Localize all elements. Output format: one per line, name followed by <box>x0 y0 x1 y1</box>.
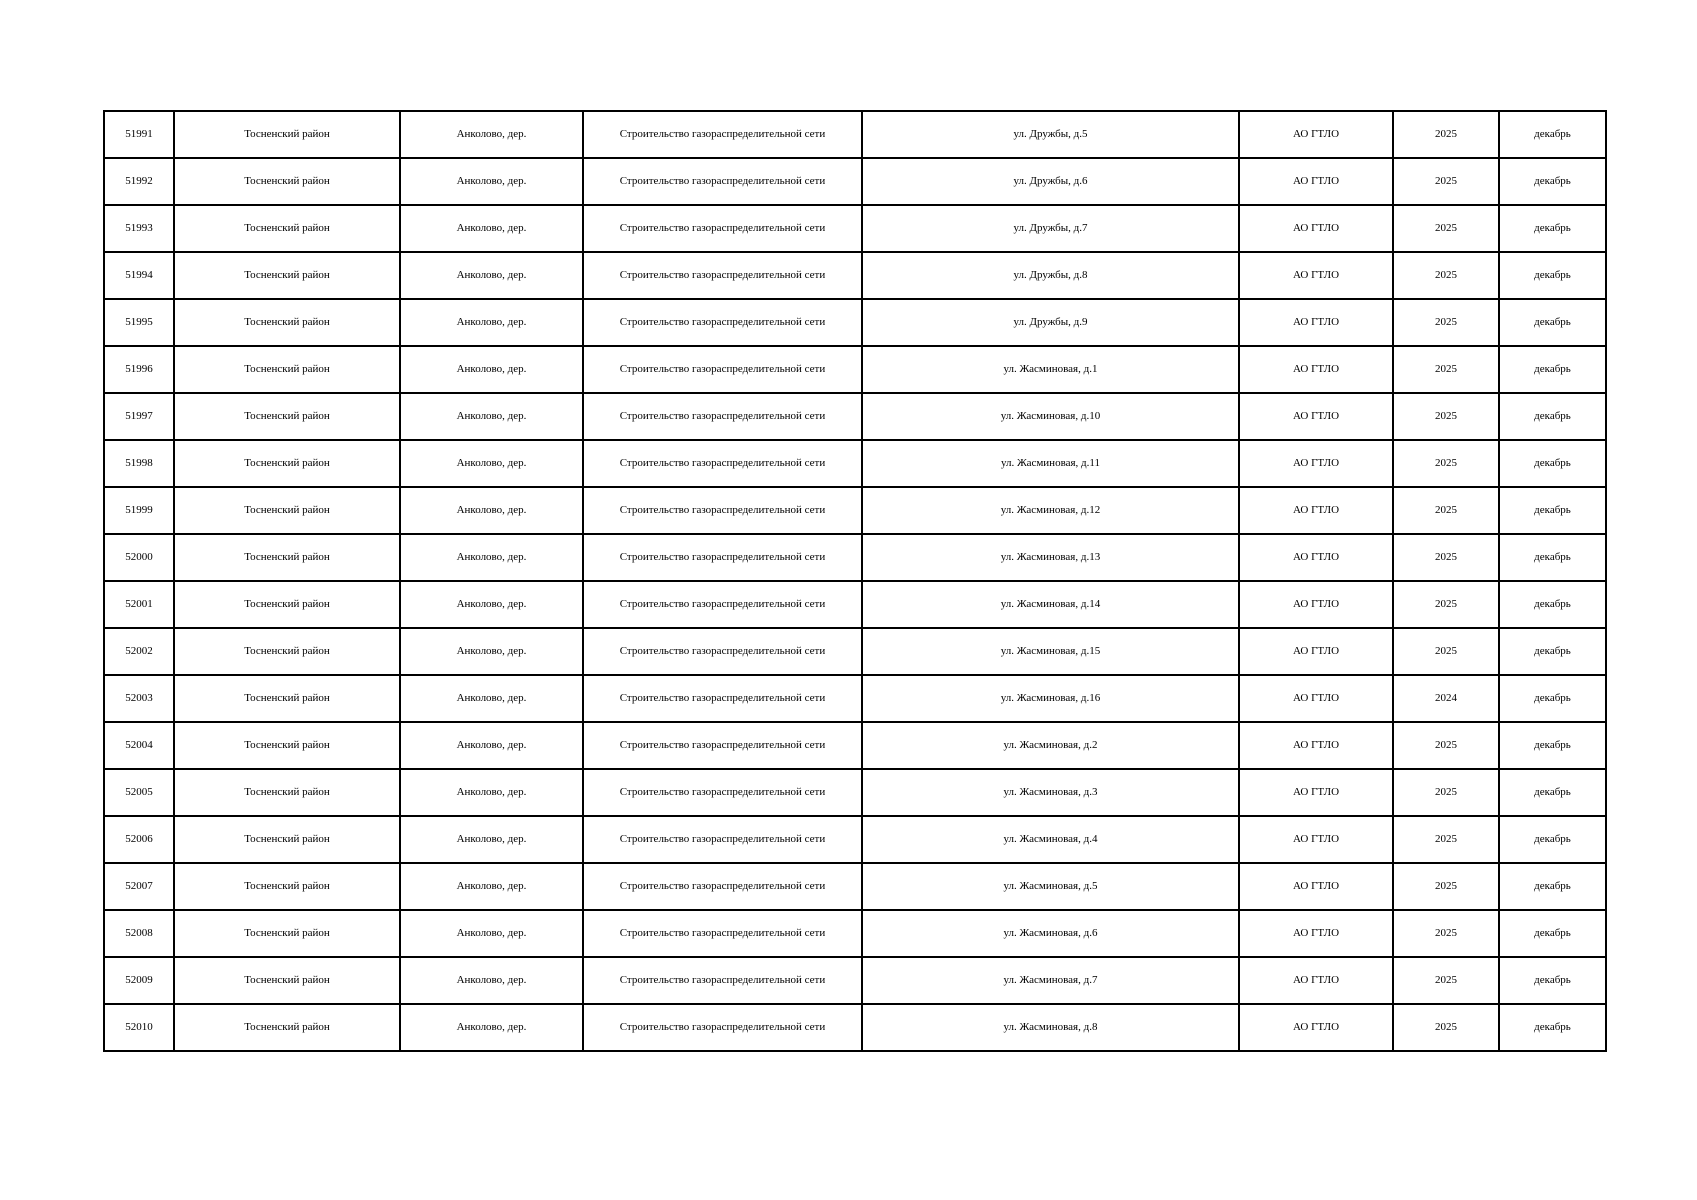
district-cell: Тосненский район <box>174 393 400 440</box>
year-cell: 2025 <box>1393 393 1499 440</box>
address-cell: ул. Дружбы, д.6 <box>862 158 1239 205</box>
month-cell: декабрь <box>1499 628 1606 675</box>
address-cell: ул. Жасминовая, д.8 <box>862 1004 1239 1051</box>
address-cell: ул. Жасминовая, д.10 <box>862 393 1239 440</box>
year-cell: 2025 <box>1393 581 1499 628</box>
organization-cell: АО ГТЛО <box>1239 675 1393 722</box>
settlement-cell: Анколово, дер. <box>400 158 583 205</box>
table-row <box>104 346 1606 393</box>
settlement-cell: Анколово, дер. <box>400 252 583 299</box>
organization-cell: АО ГТЛО <box>1239 205 1393 252</box>
year-cell: 2025 <box>1393 111 1499 158</box>
district-cell: Тосненский район <box>174 1004 400 1051</box>
month-cell: декабрь <box>1499 816 1606 863</box>
address-cell: ул. Жасминовая, д.16 <box>862 675 1239 722</box>
table-row <box>104 440 1606 487</box>
work-type-cell: Строительство газораспределительной сети <box>583 346 862 393</box>
month-cell: декабрь <box>1499 252 1606 299</box>
district-cell: Тосненский район <box>174 534 400 581</box>
district-cell: Тосненский район <box>174 205 400 252</box>
work-type-cell: Строительство газораспределительной сети <box>583 675 862 722</box>
row-number-cell: 51997 <box>104 393 174 440</box>
table-row <box>104 534 1606 581</box>
settlement-cell: Анколово, дер. <box>400 487 583 534</box>
year-cell: 2025 <box>1393 816 1499 863</box>
month-cell: декабрь <box>1499 158 1606 205</box>
table-row <box>104 299 1606 346</box>
row-number-cell: 52001 <box>104 581 174 628</box>
address-cell: ул. Жасминовая, д.11 <box>862 440 1239 487</box>
work-type-cell: Строительство газораспределительной сети <box>583 299 862 346</box>
settlement-cell: Анколово, дер. <box>400 581 583 628</box>
year-cell: 2025 <box>1393 158 1499 205</box>
row-number-cell: 52006 <box>104 816 174 863</box>
table-row <box>104 957 1606 1004</box>
work-type-cell: Строительство газораспределительной сети <box>583 158 862 205</box>
year-cell: 2025 <box>1393 957 1499 1004</box>
organization-cell: АО ГТЛО <box>1239 957 1393 1004</box>
month-cell: декабрь <box>1499 863 1606 910</box>
month-cell: декабрь <box>1499 722 1606 769</box>
year-cell: 2025 <box>1393 1004 1499 1051</box>
district-cell: Тосненский район <box>174 910 400 957</box>
row-number-cell: 51992 <box>104 158 174 205</box>
address-cell: ул. Жасминовая, д.2 <box>862 722 1239 769</box>
settlement-cell: Анколово, дер. <box>400 440 583 487</box>
district-cell: Тосненский район <box>174 487 400 534</box>
table-row <box>104 581 1606 628</box>
organization-cell: АО ГТЛО <box>1239 393 1393 440</box>
row-number-cell: 52002 <box>104 628 174 675</box>
year-cell: 2025 <box>1393 722 1499 769</box>
work-type-cell: Строительство газораспределительной сети <box>583 534 862 581</box>
address-cell: ул. Жасминовая, д.14 <box>862 581 1239 628</box>
organization-cell: АО ГТЛО <box>1239 581 1393 628</box>
row-number-cell: 52007 <box>104 863 174 910</box>
month-cell: декабрь <box>1499 1004 1606 1051</box>
organization-cell: АО ГТЛО <box>1239 722 1393 769</box>
month-cell: декабрь <box>1499 769 1606 816</box>
district-cell: Тосненский район <box>174 581 400 628</box>
settlement-cell: Анколово, дер. <box>400 863 583 910</box>
table-row <box>104 252 1606 299</box>
month-cell: декабрь <box>1499 440 1606 487</box>
settlement-cell: Анколово, дер. <box>400 346 583 393</box>
work-type-cell: Строительство газораспределительной сети <box>583 440 862 487</box>
year-cell: 2025 <box>1393 440 1499 487</box>
month-cell: декабрь <box>1499 910 1606 957</box>
settlement-cell: Анколово, дер. <box>400 816 583 863</box>
year-cell: 2024 <box>1393 675 1499 722</box>
organization-cell: АО ГТЛО <box>1239 252 1393 299</box>
work-type-cell: Строительство газораспределительной сети <box>583 957 862 1004</box>
table-row <box>104 863 1606 910</box>
table-row <box>104 675 1606 722</box>
organization-cell: АО ГТЛО <box>1239 346 1393 393</box>
district-cell: Тосненский район <box>174 252 400 299</box>
address-cell: ул. Жасминовая, д.1 <box>862 346 1239 393</box>
table-row <box>104 205 1606 252</box>
address-cell: ул. Дружбы, д.7 <box>862 205 1239 252</box>
row-number-cell: 51998 <box>104 440 174 487</box>
row-number-cell: 52008 <box>104 910 174 957</box>
year-cell: 2025 <box>1393 534 1499 581</box>
row-number-cell: 51995 <box>104 299 174 346</box>
work-type-cell: Строительство газораспределительной сети <box>583 581 862 628</box>
row-number-cell: 51991 <box>104 111 174 158</box>
organization-cell: АО ГТЛО <box>1239 863 1393 910</box>
work-type-cell: Строительство газораспределительной сети <box>583 769 862 816</box>
organization-cell: АО ГТЛО <box>1239 534 1393 581</box>
year-cell: 2025 <box>1393 299 1499 346</box>
table-row <box>104 111 1606 158</box>
year-cell: 2025 <box>1393 252 1499 299</box>
settlement-cell: Анколово, дер. <box>400 1004 583 1051</box>
row-number-cell: 52003 <box>104 675 174 722</box>
row-number-cell: 51999 <box>104 487 174 534</box>
year-cell: 2025 <box>1393 628 1499 675</box>
month-cell: декабрь <box>1499 393 1606 440</box>
address-cell: ул. Жасминовая, д.4 <box>862 816 1239 863</box>
gas-network-table <box>103 110 1607 1052</box>
organization-cell: АО ГТЛО <box>1239 910 1393 957</box>
settlement-cell: Анколово, дер. <box>400 769 583 816</box>
address-cell: ул. Жасминовая, д.7 <box>862 957 1239 1004</box>
row-number-cell: 51996 <box>104 346 174 393</box>
table-row <box>104 158 1606 205</box>
organization-cell: АО ГТЛО <box>1239 816 1393 863</box>
row-number-cell: 51994 <box>104 252 174 299</box>
table-row <box>104 393 1606 440</box>
address-cell: ул. Дружбы, д.8 <box>862 252 1239 299</box>
settlement-cell: Анколово, дер. <box>400 628 583 675</box>
work-type-cell: Строительство газораспределительной сети <box>583 863 862 910</box>
district-cell: Тосненский район <box>174 440 400 487</box>
work-type-cell: Строительство газораспределительной сети <box>583 816 862 863</box>
month-cell: декабрь <box>1499 675 1606 722</box>
year-cell: 2025 <box>1393 205 1499 252</box>
district-cell: Тосненский район <box>174 957 400 1004</box>
settlement-cell: Анколово, дер. <box>400 534 583 581</box>
settlement-cell: Анколово, дер. <box>400 957 583 1004</box>
row-number-cell: 52004 <box>104 722 174 769</box>
work-type-cell: Строительство газораспределительной сети <box>583 1004 862 1051</box>
address-cell: ул. Дружбы, д.5 <box>862 111 1239 158</box>
organization-cell: АО ГТЛО <box>1239 158 1393 205</box>
district-cell: Тосненский район <box>174 675 400 722</box>
settlement-cell: Анколово, дер. <box>400 722 583 769</box>
year-cell: 2025 <box>1393 346 1499 393</box>
district-cell: Тосненский район <box>174 769 400 816</box>
address-cell: ул. Жасминовая, д.12 <box>862 487 1239 534</box>
organization-cell: АО ГТЛО <box>1239 769 1393 816</box>
month-cell: декабрь <box>1499 957 1606 1004</box>
table-row <box>104 1004 1606 1051</box>
settlement-cell: Анколово, дер. <box>400 675 583 722</box>
row-number-cell: 52005 <box>104 769 174 816</box>
table-body <box>104 111 1606 1051</box>
address-cell: ул. Жасминовая, д.13 <box>862 534 1239 581</box>
work-type-cell: Строительство газораспределительной сети <box>583 910 862 957</box>
organization-cell: АО ГТЛО <box>1239 111 1393 158</box>
table-row <box>104 628 1606 675</box>
table-row <box>104 722 1606 769</box>
year-cell: 2025 <box>1393 910 1499 957</box>
month-cell: декабрь <box>1499 581 1606 628</box>
table-row <box>104 769 1606 816</box>
work-type-cell: Строительство газораспределительной сети <box>583 205 862 252</box>
month-cell: декабрь <box>1499 205 1606 252</box>
address-cell: ул. Дружбы, д.9 <box>862 299 1239 346</box>
work-type-cell: Строительство газораспределительной сети <box>583 722 862 769</box>
district-cell: Тосненский район <box>174 863 400 910</box>
district-cell: Тосненский район <box>174 299 400 346</box>
district-cell: Тосненский район <box>174 346 400 393</box>
settlement-cell: Анколово, дер. <box>400 111 583 158</box>
month-cell: декабрь <box>1499 299 1606 346</box>
address-cell: ул. Жасминовая, д.5 <box>862 863 1239 910</box>
year-cell: 2025 <box>1393 487 1499 534</box>
district-cell: Тосненский район <box>174 628 400 675</box>
settlement-cell: Анколово, дер. <box>400 393 583 440</box>
month-cell: декабрь <box>1499 534 1606 581</box>
work-type-cell: Строительство газораспределительной сети <box>583 111 862 158</box>
organization-cell: АО ГТЛО <box>1239 1004 1393 1051</box>
address-cell: ул. Жасминовая, д.3 <box>862 769 1239 816</box>
month-cell: декабрь <box>1499 487 1606 534</box>
row-number-cell: 52009 <box>104 957 174 1004</box>
work-type-cell: Строительство газораспределительной сети <box>583 252 862 299</box>
settlement-cell: Анколово, дер. <box>400 910 583 957</box>
table-row <box>104 487 1606 534</box>
table-row <box>104 910 1606 957</box>
work-type-cell: Строительство газораспределительной сети <box>583 393 862 440</box>
work-type-cell: Строительство газораспределительной сети <box>583 487 862 534</box>
district-cell: Тосненский район <box>174 158 400 205</box>
district-cell: Тосненский район <box>174 816 400 863</box>
row-number-cell: 51993 <box>104 205 174 252</box>
address-cell: ул. Жасминовая, д.6 <box>862 910 1239 957</box>
row-number-cell: 52010 <box>104 1004 174 1051</box>
settlement-cell: Анколово, дер. <box>400 205 583 252</box>
district-cell: Тосненский район <box>174 111 400 158</box>
year-cell: 2025 <box>1393 769 1499 816</box>
month-cell: декабрь <box>1499 111 1606 158</box>
address-cell: ул. Жасминовая, д.15 <box>862 628 1239 675</box>
organization-cell: АО ГТЛО <box>1239 299 1393 346</box>
row-number-cell: 52000 <box>104 534 174 581</box>
settlement-cell: Анколово, дер. <box>400 299 583 346</box>
table-row <box>104 816 1606 863</box>
organization-cell: АО ГТЛО <box>1239 440 1393 487</box>
month-cell: декабрь <box>1499 346 1606 393</box>
district-cell: Тосненский район <box>174 722 400 769</box>
organization-cell: АО ГТЛО <box>1239 487 1393 534</box>
organization-cell: АО ГТЛО <box>1239 628 1393 675</box>
work-type-cell: Строительство газораспределительной сети <box>583 628 862 675</box>
year-cell: 2025 <box>1393 863 1499 910</box>
